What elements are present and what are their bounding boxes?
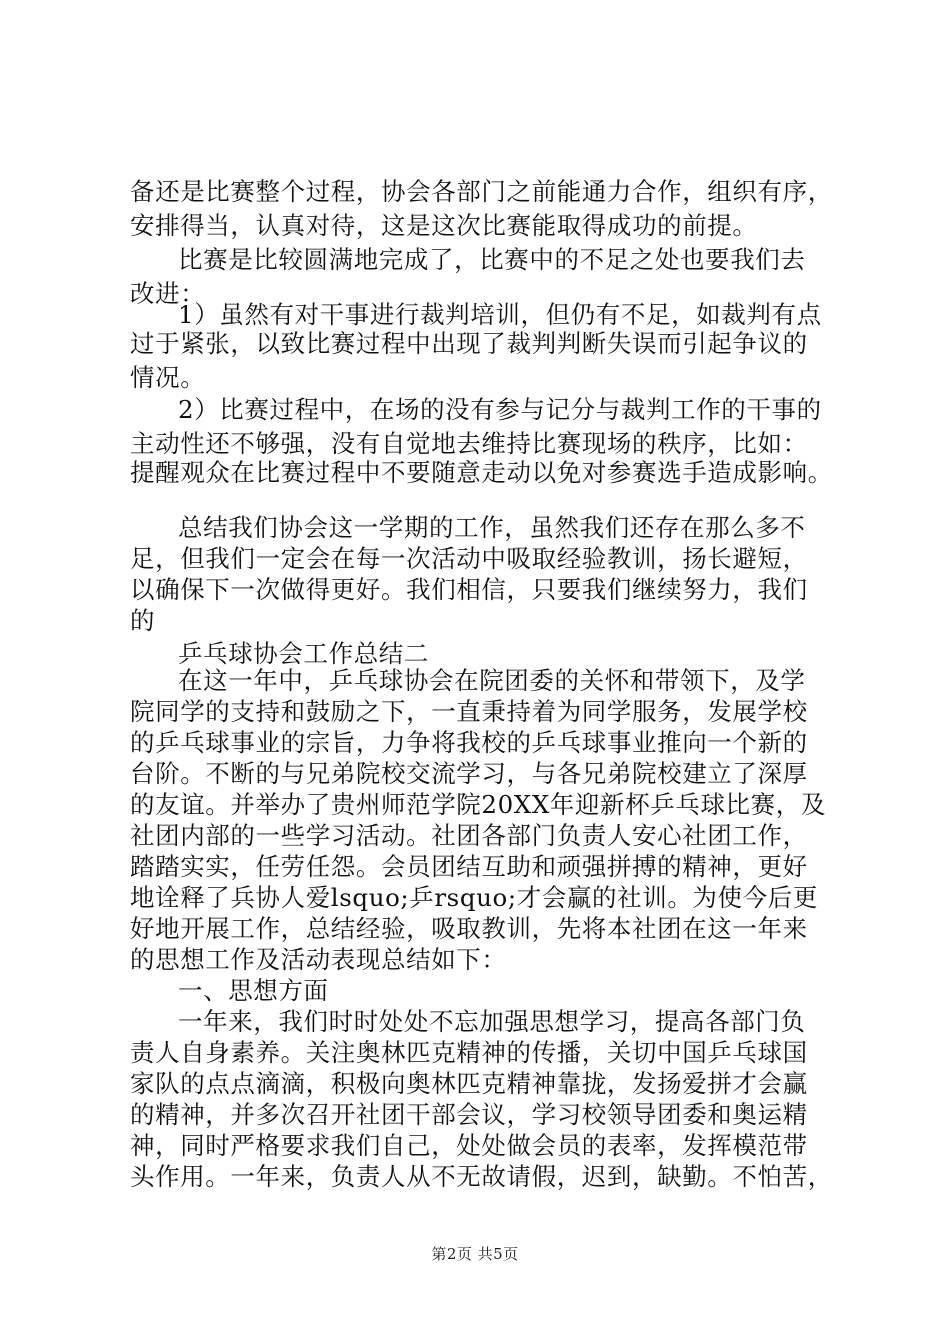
- paragraph-4-line-5: 的友谊。并举办了贵州师范学院20XX年迎新杯乒乓球比赛，及: [130, 790, 826, 819]
- paragraph-4-line-6: 社团内部的一些学习活动。社团各部门负责人安心社团工作，: [130, 821, 808, 850]
- paragraph-4-line-9: 好地开展工作，总结经验，吸取教训，先将本社团在这一年来: [130, 914, 808, 943]
- section-title: 乒乓球协会工作总结二: [178, 639, 429, 668]
- paragraph-4-line-10: 的思想工作及活动表现总结如下：: [130, 945, 507, 974]
- item-1-line-1: 1）虽然有对干事进行裁判培训，但仍有不足，如裁判有点: [178, 300, 822, 329]
- paragraph-3-line-3: 以确保下一次做得更好。我们相信，只要我们继续努力，我们: [130, 575, 808, 604]
- item-2-line-3: 提醒观众在比赛过程中不要随意走动以免对参赛选手造成影响。: [130, 458, 833, 487]
- item-2-line-1: 2）比赛过程中，在场的没有参与记分与裁判工作的干事的: [178, 395, 822, 424]
- paragraph-4-line-4: 台阶。不断的与兄弟院校交流学习，与各兄弟院校建立了深厚: [130, 759, 808, 788]
- paragraph-2-line-2: 改进：: [130, 279, 206, 308]
- paragraph-5-line-5: 神，同时严格要求我们自己，处处做会员的表率，发挥模范带: [130, 1131, 808, 1160]
- paragraph-2-line-1: 比赛是比较圆满地完成了，比赛中的不足之处也要我们去: [178, 245, 806, 274]
- paragraph-4-line-3: 的乒乓球事业的宗旨，力争将我校的乒乓球事业推向一个新的: [130, 728, 808, 757]
- paragraph-4-line-1: 在这一年中，乒乓球协会在院团委的关怀和带领下，及学: [178, 666, 806, 695]
- paragraph-3-line-2: 足，但我们一定会在每一次活动中吸取经验教训，扬长避短，: [130, 544, 808, 573]
- item-2-line-2: 主动性还不够强，没有自觉地去维持比赛现场的秩序，比如：: [130, 429, 808, 458]
- paragraph-1-line-1: 备还是比赛整个过程，协会各部门之前能通力合作，组织有序，: [130, 177, 833, 206]
- paragraph-5-line-3: 家队的点点滴滴，积极向奥林匹克精神靠拢，发扬爱拼才会赢: [130, 1069, 808, 1098]
- paragraph-1-line-2: 安排得当，认真对待，这是这次比赛能取得成功的前提。: [130, 211, 758, 240]
- paragraph-5-line-2: 责人自身素养。关注奥林匹克精神的传播，关切中国乒乓球国: [130, 1038, 808, 1067]
- paragraph-5-line-1: 一年来，我们时时处处不忘加强思想学习，提高各部门负: [178, 1007, 806, 1036]
- subheading-1: 一、思想方面: [178, 976, 329, 1005]
- item-1-line-3: 情况。: [130, 363, 206, 392]
- paragraph-4-line-7: 踏踏实实，任劳任怨。会员团结互助和顽强拼搏的精神，更好: [130, 852, 808, 881]
- paragraph-5-line-4: 的精神，并多次召开社团干部会议，学习校领导团委和奥运精: [130, 1100, 808, 1129]
- page-footer: 第2页 共5页: [431, 1245, 519, 1263]
- paragraph-4-line-2: 院同学的支持和鼓励之下，一直秉持着为同学服务，发展学校: [130, 697, 808, 726]
- paragraph-3-line-4: 的: [130, 606, 156, 635]
- paragraph-5-line-6: 头作用。一年来，负责人从不无故请假，迟到，缺勤。不怕苦，: [130, 1162, 833, 1191]
- paragraph-4-line-8: 地诠释了兵协人爱lsquo;乒rsquo;才会赢的社训。为使今后更: [130, 883, 818, 912]
- item-1-line-2: 过于紧张，以致比赛过程中出现了裁判判断失误而引起争议的: [130, 329, 808, 358]
- paragraph-3-line-1: 总结我们协会这一学期的工作，虽然我们还存在那么多不: [178, 513, 806, 542]
